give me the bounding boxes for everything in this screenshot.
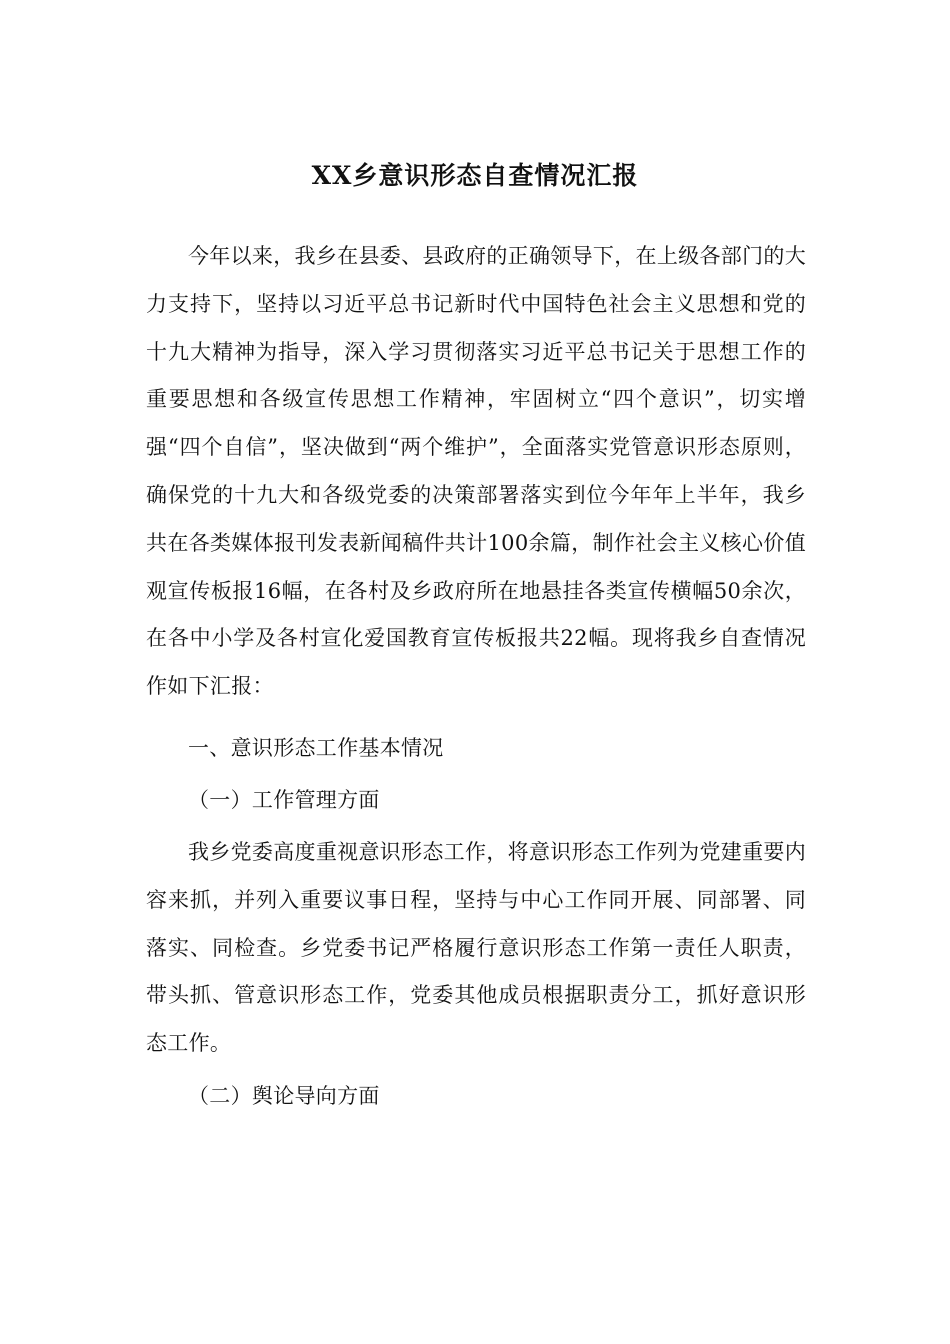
section-heading-basic-situation: 一、意识形态工作基本情况 (188, 736, 444, 760)
intro-paragraph: 今年以来，我乡在县委、县政府的正确领导下，在上级各部门的大力支持下，坚持以习近平总书记新时代中国特色社会主义思想和党的十九大精神为指导，深入学习贯彻落实习近平总书记关于思想工作的重要思想和各级宣传思想工作精神，牢固树立“四个意识”，切实增强“四个自信”，坚决做到“两个维护”，全面落实党管意识形态原则，确保党的十九大和各级党委的决策部署落实到位今年年上半年，我乡共在各类媒体报刊发表新闻稿件共计100余篇，制作社会主义核心价值观宣传板报16幅，在各村及乡政府所在地悬挂各类宣传横幅50余次，在各中小学及各村宣化爱国教育宣传板报共22幅。现将我乡自查情况作如下汇报： (146, 244, 806, 699)
document-title: XX乡意识形态自查情况汇报 (311, 161, 639, 190)
management-paragraph: 我乡党委高度重视意识形态工作，将意识形态工作列为党建重要内容来抓，并列入重要议事日程，坚持与中心工作同开展、同部署、同落实、同检查。乡党委书记严格履行意识形态工作第一责任人职责，带头抓、管意识形态工作，党委其他成员根据职责分工，抓好意识形态工作。 (146, 840, 806, 1056)
subsection-heading-management: （一）工作管理方面 (188, 788, 380, 812)
subsection-heading-public-opinion: （二）舆论导向方面 (188, 1084, 380, 1108)
